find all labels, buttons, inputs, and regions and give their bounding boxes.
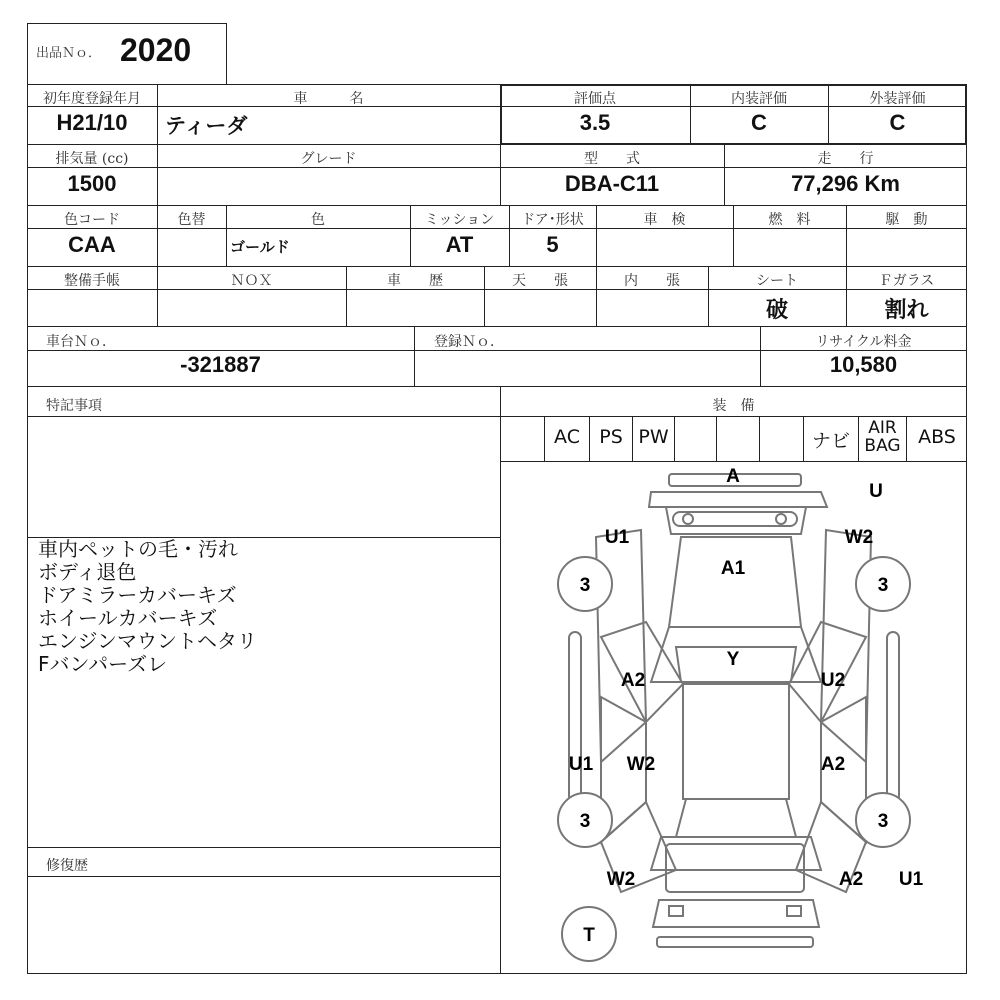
roof-lining-label: 天 張 (512, 273, 568, 289)
equipment-cell (906, 416, 967, 461)
left-rear-door-mark: W2 (626, 754, 656, 775)
wheel-rl-mark: 3 (579, 811, 591, 832)
color-code-value: CAA (68, 232, 116, 257)
fuel-label: 燃 料 (768, 212, 811, 228)
door-value: 5 (546, 232, 559, 257)
front-glass-value: 割れ (884, 297, 929, 322)
car-name-value: ティーダ (165, 115, 248, 138)
left-front-door-mark: A2 (620, 670, 646, 691)
chassis-value: -321887 (180, 352, 261, 377)
equipment-item: PW (638, 426, 669, 448)
equipment-cell (500, 416, 544, 461)
score-value: 3.5 (579, 110, 611, 135)
equipment-item: ABS (918, 426, 956, 448)
exterior-value: C (889, 110, 906, 135)
nox-label: ＮＯＸ (230, 273, 273, 289)
displacement-value: 1500 (67, 171, 117, 196)
reg-date-label: 初年度登録年月 (43, 91, 141, 107)
interior-label: 内装評価 (731, 91, 787, 107)
repair-header-line (27, 876, 500, 877)
door-label: ドア･形状 (521, 212, 584, 228)
equipment-cell (544, 416, 589, 461)
mission-label: ミッション (424, 212, 495, 228)
row2-bottom (27, 205, 967, 206)
equipment-cell (759, 416, 803, 461)
color-code-label: 色コード (64, 212, 120, 228)
front-glass-label: Ｆガラス (878, 273, 935, 289)
lot-label: 出品Ｎｏ． (36, 46, 102, 61)
equipment-item: AIR BAG (864, 418, 901, 456)
left-rocker-mark: U1 (568, 754, 594, 775)
note-line: エンジンマウントヘタリ (38, 629, 257, 653)
equipment-label: 装 備 (712, 398, 755, 414)
rear-right-corner-mark: U1 (898, 869, 924, 890)
note-line: ホイールカバーキズ (38, 606, 218, 630)
drive-label: 駆 動 (885, 212, 928, 228)
notes-label: 特記事項 (46, 398, 102, 414)
reg-date-value: H21/10 (56, 110, 128, 135)
model-value: DBA-C11 (564, 171, 660, 196)
equipment-cell (858, 416, 906, 461)
repair-label: 修復歴 (46, 858, 88, 874)
mileage-label: 走 行 (817, 151, 874, 167)
equipment-item: PS (599, 426, 623, 448)
note-line: ボディ退色 (38, 560, 137, 584)
score-label: 評価点 (574, 91, 616, 107)
car-diagram (501, 462, 966, 973)
color-label: 色 (311, 212, 325, 228)
wheel-fr-mark: 3 (877, 575, 889, 596)
equipment-cell (803, 416, 858, 461)
equipment-cell (632, 416, 674, 461)
seat-label: シート (756, 273, 798, 289)
chassis-label: 車台Ｎｏ． (46, 334, 116, 350)
equipment-cell (716, 416, 759, 461)
row5-sep-1 (414, 326, 415, 386)
wheel-fl-mark: 3 (579, 575, 591, 596)
recycle-value: 10,580 (829, 352, 898, 377)
equipment-item: ナビ (811, 430, 850, 452)
inspection-label: 車 検 (643, 212, 686, 228)
mileage-value: 77,296 Km (791, 171, 900, 196)
roof-mark: Y (726, 649, 740, 670)
seat-value: 破 (765, 297, 788, 322)
recycle-label: リサイクル料金 (815, 334, 912, 350)
right-front-door-mark: U2 (820, 670, 846, 691)
note-line: Fバンパーズレ (38, 652, 168, 676)
interior-value: C (751, 110, 767, 135)
model-label: 型 式 (584, 151, 640, 167)
windshield-mark: A1 (720, 558, 746, 579)
grade-label: グレード (300, 151, 357, 167)
note-line: 車内ペットの毛・汚れ (38, 537, 238, 561)
displacement-label: 排気量 (cc) (55, 151, 129, 167)
regno-label: 登録Ｎｏ． (434, 334, 504, 350)
row5-bottom (27, 386, 967, 387)
car-name-label: 車 名 (293, 91, 364, 107)
mission-value: AT (445, 232, 474, 257)
right-rear-door-mark: A2 (820, 754, 846, 775)
equipment-item: AC (554, 426, 580, 448)
row4-bottom (27, 326, 967, 327)
note-line: ドアミラーカバーキズ (38, 583, 237, 607)
front-top-mark: A (726, 466, 740, 487)
maintenance-label: 整備手帳 (64, 273, 120, 289)
rear-right-mark: A2 (838, 869, 864, 890)
row3-bottom (27, 266, 967, 267)
repair-top (27, 847, 500, 848)
front-left-fender-mark: U1 (604, 527, 630, 548)
front-right-fender-mark: W2 (844, 527, 874, 548)
equipment-cell (674, 416, 716, 461)
exterior-label: 外装評価 (869, 91, 926, 107)
front-right-mark: U (869, 481, 883, 502)
recolor-label: 色替 (177, 212, 206, 228)
equipment-cell (589, 416, 632, 461)
rear-left-mark: W2 (606, 869, 636, 890)
lot-number: 2020 (120, 32, 192, 68)
inner-lining-label: 内 張 (624, 273, 680, 289)
wheel-rr-mark: 3 (877, 811, 889, 832)
spare-mark: T (583, 925, 595, 946)
history-label: 車 歴 (387, 273, 443, 289)
color-value: ゴールド (230, 238, 290, 256)
